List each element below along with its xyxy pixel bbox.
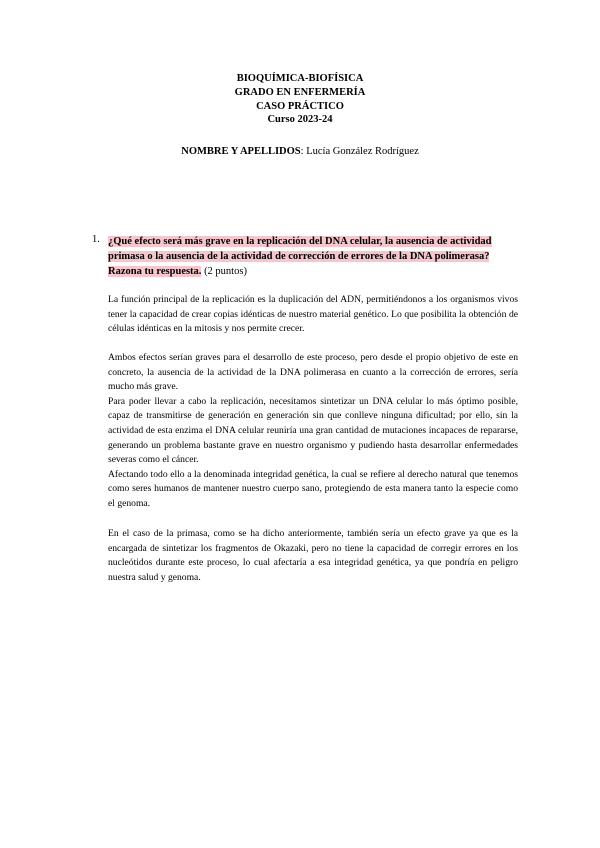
student-name-label: NOMBRE Y APELLIDOS xyxy=(181,146,301,157)
case-title: CASO PRÁCTICO xyxy=(256,100,344,112)
subject-title: BIOQUÍMICA-BIOFÍSICA xyxy=(236,73,364,84)
answer-text-3: En el caso de la primasa, como se ha dicho anteriormente, también sería un efecto grave ya que es la encargada de sintetizar los fragmentos de Okazaki, pero no tiene la capacidad de corregir errores en los nucleótidos durante este proceso, lo cual afectaría a esa integridad genética, ya que pondría en peligro nuestra salud y genoma. xyxy=(108,528,518,583)
answer-text-2c: Afectando todo ello a la denominada integridad genética, la cual se refiere al derecho natural que tenemos como seres humanos de mantener nuestro cuerpo sano, protegiendo de esta manera tanto la especie como el genoma. xyxy=(108,468,518,509)
answer-paragraph-3 xyxy=(108,527,518,585)
student-name-line xyxy=(0,146,600,157)
student-name-separator: : xyxy=(300,146,307,157)
answer-paragraph-1 xyxy=(108,293,518,337)
document-header xyxy=(0,72,600,127)
answer-paragraph-2 xyxy=(108,351,518,512)
answer-text-2a: Ambos efectos serían graves para el desarrollo de este proceso, pero desde el propio objetivo de este en concreto, la ausencia de la actividad de la DNA polimerasa en cuanto a la corrección de errores, sería mucho más grave. xyxy=(108,352,518,393)
student-name-value: Lucía González Rodríguez xyxy=(306,146,419,157)
question-block xyxy=(108,234,518,279)
question-number: 1. xyxy=(92,234,100,245)
degree-title: GRADO EN ENFERMERÍA xyxy=(234,86,366,98)
question-points: (2 puntos) xyxy=(201,266,247,277)
question-text: ¿Qué efecto será más grave en la replicación del DNA celular, la ausencia de actividad primasa o la ausencia de la actividad de corrección de errores de la DNA polimerasa? Razona tu respuesta. xyxy=(108,236,492,277)
course-year: Curso 2023-24 xyxy=(267,114,333,126)
answer-text-2b: Para poder llevar a cabo la replicación, necesitamos sintetizar un DNA celular lo más óptimo posible, capaz de transmitirse de generación en generación sin que conlleve ninguna dificultad; por ello, sin la actividad de esta enzima el DNA celular reuniría una gran cantidad de mutaciones incapaces de repararse, generando un problema bastante grave en nuestro organismo y pudiendo hasta desarrollar enfermedades severas como el cáncer. xyxy=(108,395,518,466)
answer-text-1: La función principal de la replicación es la duplicación del ADN, permitiéndonos a los organismos vivos tener la capacidad de crear copias idénticas de nuestro material genético. Lo que posibilita la obtención de células idénticas en la mitosis y nos permite crecer. xyxy=(108,294,518,335)
